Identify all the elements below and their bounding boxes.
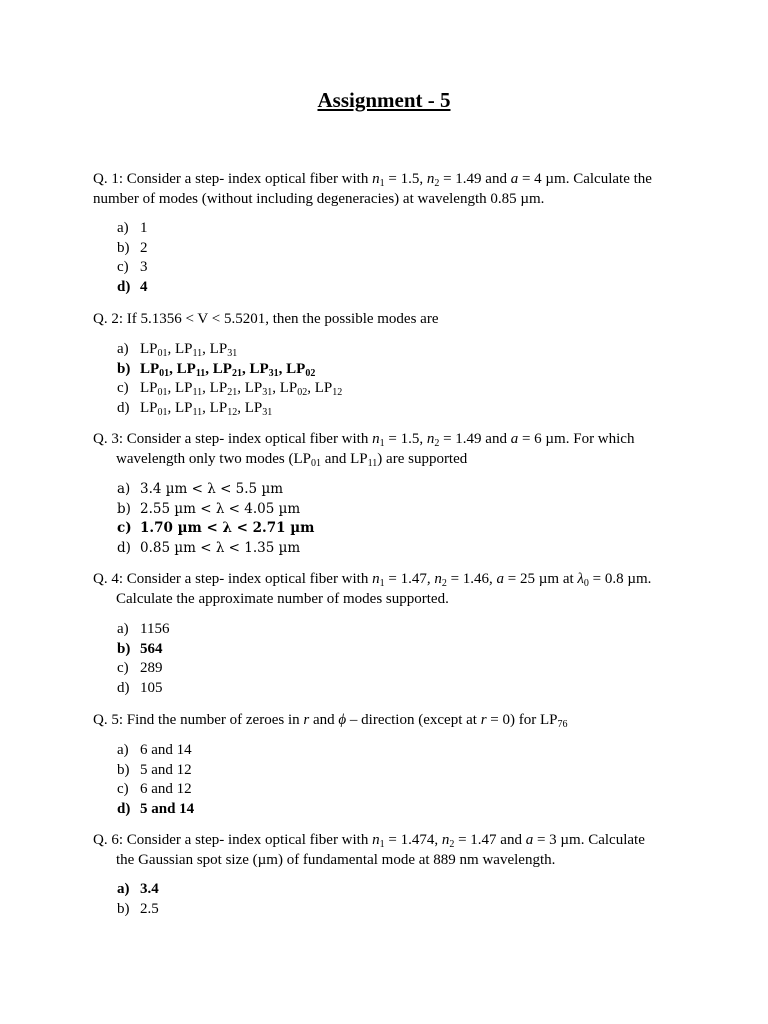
option[interactable]	[117, 761, 194, 781]
value: = 1.49 and	[443, 431, 507, 447]
value: = 1.46,	[450, 571, 493, 587]
option-correct[interactable]	[117, 800, 194, 820]
option-text: 1	[140, 220, 148, 236]
question-text: Consider a step- index optical fiber with	[126, 171, 369, 187]
option-text: 5 and 12	[140, 761, 192, 778]
mode-prefix: LP	[175, 399, 193, 416]
options-1	[117, 219, 148, 297]
subscript: 01	[310, 458, 321, 469]
option-text: 564	[140, 640, 163, 657]
mode-subscript: 31	[227, 348, 238, 359]
mode-subscript: 01	[157, 387, 168, 398]
var-phi: ϕ	[338, 712, 347, 728]
question-6	[93, 830, 683, 870]
subscript: 1	[379, 839, 385, 850]
mode-prefix: LP	[212, 360, 232, 377]
option-label: c)	[117, 660, 129, 676]
option-label: a)	[117, 621, 129, 637]
option[interactable]	[117, 239, 148, 259]
question-number: Q. 6:	[93, 832, 123, 848]
option-label: b)	[117, 761, 130, 778]
options-3	[117, 480, 314, 558]
option-label: a)	[117, 742, 129, 758]
mode-prefix: LP	[140, 360, 160, 377]
option-label: d)	[117, 539, 131, 556]
mode-prefix: LP	[175, 380, 193, 396]
mode-subscript: 02	[305, 367, 316, 379]
options-5	[117, 741, 194, 819]
var-lambda: λ	[577, 571, 584, 587]
var-r: r	[480, 712, 487, 728]
option[interactable]	[117, 219, 148, 239]
option-text: 0.85 µm < λ < 1.35 µm	[140, 539, 301, 556]
option[interactable]	[117, 679, 169, 699]
mode-prefix: LP	[244, 380, 263, 396]
question-number: Q. 2:	[93, 311, 123, 327]
subscript: 2	[441, 578, 447, 589]
value: = 0.8 µm.	[592, 571, 652, 587]
mode-prefix: LP	[209, 380, 228, 396]
value: = 25 µm at	[507, 571, 574, 587]
mode-subscript: 11	[192, 348, 203, 359]
mode-prefix: LP	[286, 360, 306, 377]
option-label: b)	[117, 900, 130, 917]
text: – direction (except at	[349, 712, 477, 728]
option-label: b)	[117, 640, 131, 657]
mode-subscript: 31	[268, 367, 279, 379]
mode-prefix: LP	[209, 341, 228, 357]
mode-subscript: 12	[227, 406, 238, 418]
value: = 4 µm. Calculate the	[521, 171, 652, 187]
option-text: 2.5	[140, 900, 159, 917]
var-a: a	[510, 431, 519, 447]
text: = 0) for LP	[490, 712, 558, 728]
mode-prefix: LP	[175, 341, 193, 357]
option-text: 2.55 µm < λ < 4.05 µm	[140, 500, 301, 517]
mode-prefix: LP	[140, 341, 158, 357]
text: wavelength only two modes (LP	[116, 451, 311, 467]
value: = 1.5,	[388, 431, 424, 447]
mode-subscript: 21	[231, 367, 242, 379]
option-text: 3.4 µm < λ < 5.5 µm	[140, 481, 284, 497]
mode-prefix: LP	[140, 380, 158, 396]
question-text: If 5.1356 < V < 5.5201, then the possible modes are	[126, 311, 439, 327]
option-correct[interactable]	[117, 640, 169, 660]
option[interactable]	[117, 258, 148, 278]
question-3	[93, 429, 683, 469]
option-correct[interactable]	[117, 360, 342, 380]
question-text-line2: number of modes (without including degeneracies) at wavelength 0.85 µm.	[93, 191, 545, 207]
var-n: n	[372, 571, 380, 587]
subscript: 2	[434, 438, 440, 449]
question-5	[93, 710, 683, 730]
subscript: 2	[449, 839, 455, 850]
var-n: n	[426, 431, 435, 447]
var-n: n	[372, 431, 380, 447]
option[interactable]	[117, 741, 194, 761]
option-text: $LP_{01}$, $LP_{11}$, $LP_{12}$, $LP_{31}$	[140, 399, 273, 418]
question-4	[93, 569, 683, 609]
option-text: 1156	[140, 621, 170, 637]
var-n: n	[372, 171, 380, 187]
question-text: Consider a step- index optical fiber with	[126, 832, 369, 848]
option-text: 3	[140, 259, 148, 275]
option-correct[interactable]	[117, 278, 148, 298]
option-label: a)	[117, 341, 129, 357]
option[interactable]	[117, 340, 342, 360]
option-text: 2	[140, 239, 148, 256]
option-label: a)	[117, 881, 130, 897]
mode-subscript: 01	[157, 348, 168, 359]
option[interactable]	[117, 480, 314, 500]
mode-subscript: 11	[192, 387, 203, 398]
subscript: 0	[583, 578, 589, 589]
mode-subscript: 21	[227, 387, 238, 398]
option[interactable]	[117, 900, 159, 920]
mode-subscript: 01	[157, 406, 168, 418]
text: and LP	[324, 451, 368, 467]
value: = 1.5,	[388, 171, 424, 187]
mode-prefix: LP	[314, 380, 333, 396]
option-text: 4	[140, 278, 148, 295]
option-text: 6 and 14	[140, 742, 192, 758]
mode-prefix: LP	[140, 399, 158, 416]
value: = 6 µm. For which	[521, 431, 635, 447]
var-a: a	[525, 832, 534, 848]
option-label: b)	[117, 239, 130, 256]
question-text: Find the number of zeroes in	[126, 712, 300, 728]
options-4	[117, 620, 169, 698]
option-text: 105	[140, 679, 163, 696]
var-a: a	[510, 171, 519, 187]
option-label: c)	[117, 520, 132, 536]
option-label: a)	[117, 481, 131, 497]
option-label: b)	[117, 360, 131, 377]
option[interactable]	[117, 399, 342, 419]
question-text: Consider a step- index optical fiber with	[126, 431, 369, 447]
mode-prefix: LP	[249, 360, 269, 377]
option-text: 5 and 14	[140, 800, 195, 817]
question-2	[93, 309, 683, 329]
question-1	[93, 169, 683, 209]
option-label: c)	[117, 259, 129, 275]
question-number: Q. 5:	[93, 712, 123, 728]
subscript: 11	[367, 458, 378, 469]
option-text: 3.4	[140, 881, 159, 897]
var-n: n	[434, 571, 442, 587]
question-number: Q. 1:	[93, 171, 123, 187]
option-text: 1.70 µm < λ < 2.71 µm	[140, 520, 315, 536]
option[interactable]	[117, 500, 314, 520]
mode-subscript: 31	[262, 387, 273, 398]
mode-prefix: LP	[176, 360, 196, 377]
question-text-line2: Calculate the approximate number of modes supported.	[116, 591, 449, 607]
option[interactable]	[117, 539, 314, 559]
var-a: a	[496, 571, 505, 587]
mode-prefix: LP	[279, 380, 298, 396]
options-6	[117, 880, 159, 919]
option-label: d)	[117, 399, 130, 416]
subscript: 1	[379, 178, 385, 189]
mode-subscript: 01	[159, 367, 170, 379]
option[interactable]	[117, 780, 194, 800]
subscript: 76	[557, 719, 568, 730]
option-text: $LP_{01}$, $LP_{11}$, $LP_{21}$, $LP_{31}$, $LP_{02}$	[140, 360, 316, 379]
subscript: 2	[434, 178, 440, 189]
subscript: 1	[379, 578, 385, 589]
value: = 1.474,	[388, 832, 439, 848]
mode-prefix: LP	[209, 399, 228, 416]
option-label: c)	[117, 380, 129, 396]
mode-subscript: 02	[297, 387, 308, 398]
page-title: Assignment - 5	[317, 88, 451, 112]
var-n: n	[441, 832, 450, 848]
question-number: Q. 3:	[93, 431, 123, 447]
option-label: d)	[117, 800, 131, 817]
mode-subscript: 12	[332, 387, 343, 398]
option-correct[interactable]	[117, 519, 314, 539]
option[interactable]	[117, 659, 169, 679]
question-text: Consider a step- index optical fiber with	[126, 571, 369, 587]
option[interactable]	[117, 620, 169, 640]
options-2	[117, 340, 342, 418]
mode-subscript: 31	[262, 406, 273, 418]
option-text: 6 and 12	[140, 781, 192, 797]
option-label: c)	[117, 781, 129, 797]
option-text: $LP_{01}$, $LP_{11}$, $LP_{21}$, $LP_{31}$, $LP_{02}$, $LP_{12}$	[140, 380, 343, 398]
question-text-line2	[93, 449, 683, 469]
value: = 1.49 and	[443, 171, 507, 187]
option-correct[interactable]	[117, 880, 159, 900]
question-number: Q. 4:	[93, 571, 123, 587]
text: ) are supported	[377, 451, 468, 467]
text: and	[312, 712, 335, 728]
var-n: n	[426, 171, 435, 187]
option-label: d)	[117, 679, 130, 696]
mode-prefix: LP	[244, 399, 263, 416]
option-label: b)	[117, 500, 131, 517]
value: = 1.47,	[388, 571, 431, 587]
option-text: 289	[140, 660, 163, 676]
option-label: d)	[117, 278, 131, 295]
var-n: n	[372, 832, 380, 848]
value: = 3 µm. Calculate	[536, 832, 645, 848]
question-text-line2: the Gaussian spot size (µm) of fundamental mode at 889 nm wavelength.	[116, 852, 556, 868]
subscript: 1	[379, 438, 385, 449]
var-r: r	[303, 712, 310, 728]
option-label: a)	[117, 220, 129, 236]
mode-subscript: 11	[192, 406, 203, 418]
mode-subscript: 11	[195, 367, 206, 379]
value: = 1.47 and	[458, 832, 522, 848]
option-text: $LP_{01}$, $LP_{11}$, $LP_{31}$	[140, 341, 238, 359]
option[interactable]	[117, 379, 342, 399]
